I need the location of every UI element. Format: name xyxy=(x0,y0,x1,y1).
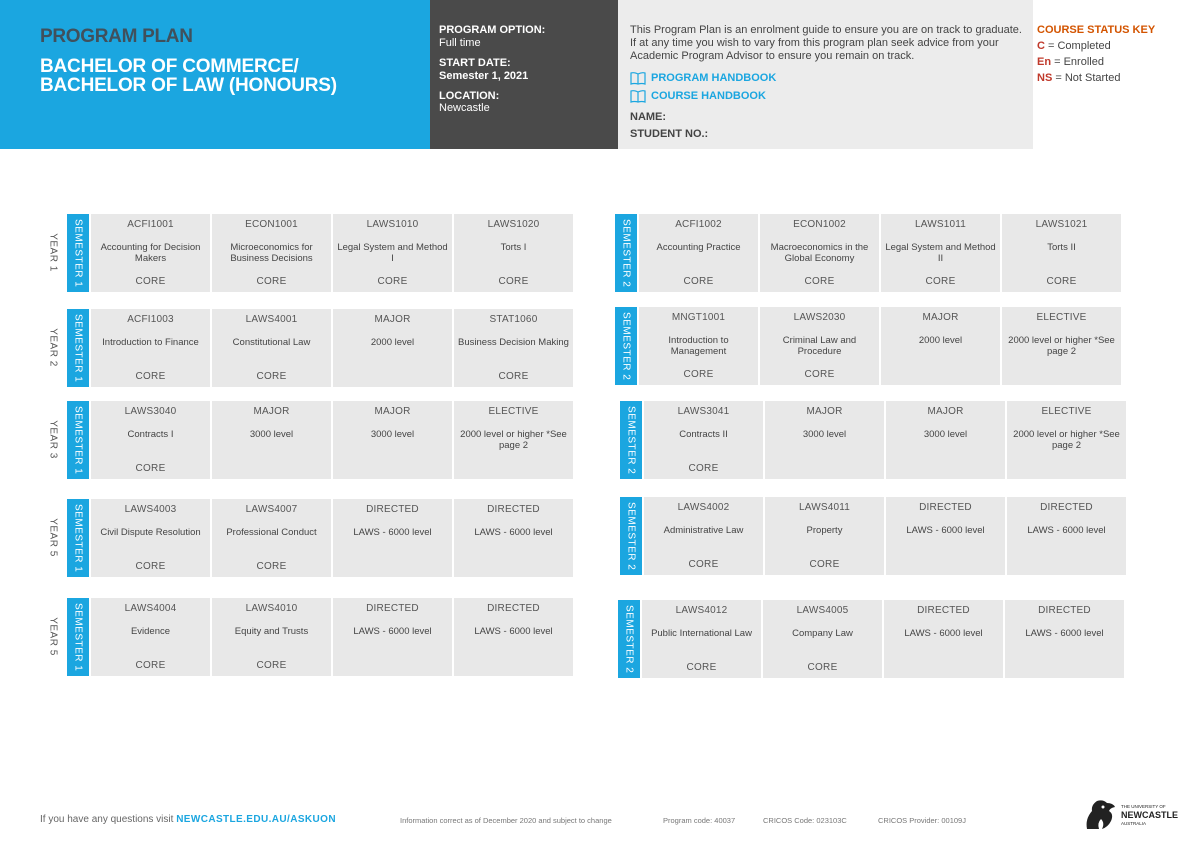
footer-cricos-code: CRICOS Code: 023103C xyxy=(763,816,847,825)
semester-label-text: SEMESTER 2 xyxy=(620,218,632,288)
course-code: LAWS3040 xyxy=(124,406,177,417)
semester-label-text: SEMESTER 1 xyxy=(72,503,84,573)
course-cell-laws4002 xyxy=(644,497,763,575)
semester-label xyxy=(620,497,642,575)
status-key-completed: C = Completed xyxy=(1037,40,1111,52)
course-code: ELECTIVE xyxy=(1036,312,1087,323)
semester-label-text: SEMESTER 2 xyxy=(625,501,637,571)
course-name: Microeconomics for Business Decisions xyxy=(230,242,313,264)
semester-label-text: SEMESTER 2 xyxy=(620,311,632,381)
course-cell-elective xyxy=(1002,307,1121,385)
course-name: Contracts I xyxy=(127,429,174,440)
course-name: Administrative Law xyxy=(663,525,744,536)
svg-text:NEWCASTLE: NEWCASTLE xyxy=(1121,810,1178,820)
semester-block xyxy=(618,600,1124,678)
course-cell-directed xyxy=(884,600,1003,678)
course-code: STAT1060 xyxy=(489,314,538,325)
course-code: LAWS1021 xyxy=(1035,219,1088,230)
course-code: MAJOR xyxy=(374,406,411,417)
course-code: DIRECTED xyxy=(919,502,972,513)
semester-block xyxy=(615,214,1121,292)
status-key-not-started: NS = Not Started xyxy=(1037,72,1121,84)
footer-program-code: Program code: 40037 xyxy=(663,816,736,825)
program-plan-title: PROGRAM PLAN xyxy=(40,26,193,47)
semester-label xyxy=(67,598,89,676)
course-name: Introduction to Management xyxy=(668,335,729,357)
seahorse-logo-icon xyxy=(1083,797,1183,833)
course-type: CORE xyxy=(377,276,408,287)
course-name: Business Decision Making xyxy=(458,337,569,348)
location-value: Newcastle xyxy=(439,102,490,114)
course-name: Civil Dispute Resolution xyxy=(100,527,201,538)
year-label: YEAR 5 xyxy=(47,617,59,656)
course-cell-laws4007 xyxy=(212,499,331,577)
course-name: LAWS - 6000 level xyxy=(353,626,432,637)
semester-block xyxy=(67,499,573,577)
course-cell-acfi1003 xyxy=(91,309,210,387)
course-code: MAJOR xyxy=(806,406,843,417)
course-code: LAWS4004 xyxy=(124,603,177,614)
course-name: Evidence xyxy=(130,626,171,637)
semester-label-text: SEMESTER 1 xyxy=(72,602,84,672)
course-name: Torts II xyxy=(1047,242,1076,253)
course-type: CORE xyxy=(256,276,287,287)
book-icon xyxy=(630,89,646,103)
course-name: LAWS - 6000 level xyxy=(474,626,553,637)
course-status-key xyxy=(1037,22,1155,86)
degree-line-1: BACHELOR OF COMMERCE/ xyxy=(40,56,299,77)
course-type: CORE xyxy=(135,660,166,671)
course-name: 3000 level xyxy=(802,429,847,440)
semester-label xyxy=(615,214,637,292)
course-cell-laws3041 xyxy=(644,401,763,479)
program-details-panel xyxy=(430,0,618,149)
course-cell-laws4011 xyxy=(765,497,884,575)
course-cell-mngt1001 xyxy=(639,307,758,385)
course-name: Macroeconomics in the Global Economy xyxy=(770,242,869,264)
course-code: LAWS4005 xyxy=(796,605,849,616)
course-code: ACFI1002 xyxy=(675,219,722,230)
course-name: 3000 level xyxy=(923,429,968,440)
start-date-value: Semester 1, 2021 xyxy=(439,70,529,82)
course-cell-laws4012 xyxy=(642,600,761,678)
semester-label-text: SEMESTER 1 xyxy=(72,405,84,475)
guide-panel xyxy=(618,0,1033,149)
course-cell-major xyxy=(881,307,1000,385)
semester-label xyxy=(67,214,89,292)
semester-label xyxy=(620,401,642,479)
semester-label-text: SEMESTER 2 xyxy=(625,405,637,475)
course-cell-laws4010 xyxy=(212,598,331,676)
course-handbook-link[interactable] xyxy=(630,89,766,103)
course-name: Contracts II xyxy=(679,429,728,440)
location-label: LOCATION: xyxy=(439,90,500,102)
course-type: CORE xyxy=(498,276,529,287)
course-name: Constitutional Law xyxy=(232,337,311,348)
course-code: DIRECTED xyxy=(366,504,419,515)
course-cell-major xyxy=(333,401,452,479)
course-cell-directed xyxy=(886,497,1005,575)
course-cell-acfi1002 xyxy=(639,214,758,292)
svg-text:AUSTRALIA: AUSTRALIA xyxy=(1121,821,1147,826)
course-code: ACFI1001 xyxy=(127,219,174,230)
course-name: 2000 level xyxy=(918,335,963,346)
course-name: Legal System and Method I xyxy=(337,242,448,264)
course-code: ACFI1003 xyxy=(127,314,174,325)
course-type: CORE xyxy=(807,662,838,673)
semester-block xyxy=(620,401,1126,479)
course-code: DIRECTED xyxy=(917,605,970,616)
course-name: 3000 level xyxy=(249,429,294,440)
course-name: LAWS - 6000 level xyxy=(1025,628,1104,639)
course-cell-laws2030 xyxy=(760,307,879,385)
course-code: LAWS4012 xyxy=(675,605,728,616)
course-name: Company Law xyxy=(792,628,853,639)
course-code: LAWS4010 xyxy=(245,603,298,614)
course-type: CORE xyxy=(809,559,840,570)
year-label: YEAR 5 xyxy=(47,518,59,557)
status-key-title: COURSE STATUS KEY xyxy=(1037,24,1156,36)
program-handbook-label: PROGRAM HANDBOOK xyxy=(651,72,777,84)
course-code: LAWS4002 xyxy=(677,502,730,513)
course-cell-directed xyxy=(1007,497,1126,575)
course-cell-laws1010 xyxy=(333,214,452,292)
course-type: CORE xyxy=(683,276,714,287)
course-code: DIRECTED xyxy=(1038,605,1091,616)
course-name: Torts I xyxy=(500,242,527,253)
course-name: LAWS - 6000 level xyxy=(1027,525,1106,536)
year-label: YEAR 3 xyxy=(47,420,59,459)
course-type: CORE xyxy=(135,463,166,474)
course-code: LAWS3041 xyxy=(677,406,730,417)
askuon-link[interactable]: NEWCASTLE.EDU.AU/ASKUON xyxy=(176,814,336,825)
course-name: Accounting for Decision Makers xyxy=(100,242,201,264)
course-cell-laws1021 xyxy=(1002,214,1121,292)
course-cell-directed xyxy=(454,598,573,676)
year-label: YEAR 1 xyxy=(47,233,59,272)
header-title-panel xyxy=(0,0,430,149)
footer-cricos-provider: CRICOS Provider: 00109J xyxy=(878,816,966,825)
course-type: CORE xyxy=(135,561,166,572)
semester-label xyxy=(67,401,89,479)
course-code: MAJOR xyxy=(922,312,959,323)
course-cell-laws1020 xyxy=(454,214,573,292)
course-name: Professional Conduct xyxy=(226,527,317,538)
course-name: 2000 level xyxy=(370,337,415,348)
course-type: CORE xyxy=(688,559,719,570)
program-option-value: Full time xyxy=(439,37,481,49)
course-code: DIRECTED xyxy=(1040,502,1093,513)
semester-label xyxy=(615,307,637,385)
course-type: CORE xyxy=(925,276,956,287)
semester-label-text: SEMESTER 1 xyxy=(72,218,84,288)
program-option-label: PROGRAM OPTION: xyxy=(439,24,546,36)
course-code: DIRECTED xyxy=(366,603,419,614)
course-type: CORE xyxy=(256,561,287,572)
semester-label-text: SEMESTER 1 xyxy=(72,313,84,383)
course-cell-major xyxy=(886,401,1005,479)
course-name: 2000 level or higher *See page 2 xyxy=(460,429,567,451)
course-cell-directed xyxy=(454,499,573,577)
semester-block xyxy=(620,497,1126,575)
course-type: CORE xyxy=(686,662,717,673)
semester-block xyxy=(67,598,573,676)
course-name: 2000 level or higher *See page 2 xyxy=(1008,335,1115,357)
student-no-label: STUDENT NO.: xyxy=(630,128,709,140)
course-name: Property xyxy=(806,525,843,536)
course-name: 3000 level xyxy=(370,429,415,440)
course-code: MAJOR xyxy=(253,406,290,417)
name-label: NAME: xyxy=(630,111,667,123)
course-code: DIRECTED xyxy=(487,504,540,515)
svg-text:THE UNIVERSITY OF: THE UNIVERSITY OF xyxy=(1121,804,1166,809)
course-name: Accounting Practice xyxy=(656,242,741,253)
course-code: ECON1002 xyxy=(793,219,846,230)
course-code: MAJOR xyxy=(374,314,411,325)
course-code: LAWS1020 xyxy=(487,219,540,230)
course-cell-directed xyxy=(333,499,452,577)
course-type: CORE xyxy=(804,276,835,287)
semester-label-text: SEMESTER 2 xyxy=(623,604,635,674)
course-type: CORE xyxy=(804,369,835,380)
course-name: Equity and Trusts xyxy=(234,626,309,637)
course-cell-major xyxy=(333,309,452,387)
course-cell-laws4004 xyxy=(91,598,210,676)
course-name: Introduction to Finance xyxy=(102,337,199,348)
course-cell-major xyxy=(212,401,331,479)
guide-text: This Program Plan is an enrolment guide to ensure you are on track to graduate. If at any time you wish to vary from this program plan seek advice from your Academic Program Advisor to ensure you remain on track. xyxy=(630,24,1022,62)
semester-block xyxy=(67,309,573,387)
course-cell-directed xyxy=(1005,600,1124,678)
course-cell-laws1011 xyxy=(881,214,1000,292)
semester-label xyxy=(67,309,89,387)
course-name: Legal System and Method II xyxy=(885,242,996,264)
course-code: ELECTIVE xyxy=(1041,406,1092,417)
course-code: ELECTIVE xyxy=(488,406,539,417)
course-cell-laws4005 xyxy=(763,600,882,678)
course-type: CORE xyxy=(135,276,166,287)
course-name: Criminal Law and Procedure xyxy=(782,335,857,357)
course-cell-econ1001 xyxy=(212,214,331,292)
program-handbook-link[interactable] xyxy=(630,71,776,85)
course-cell-directed xyxy=(333,598,452,676)
course-cell-elective xyxy=(1007,401,1126,479)
status-key-enrolled: En = Enrolled xyxy=(1037,56,1104,68)
course-name: LAWS - 6000 level xyxy=(906,525,985,536)
course-code: LAWS2030 xyxy=(793,312,846,323)
course-code: MAJOR xyxy=(927,406,964,417)
course-code: LAWS1010 xyxy=(366,219,419,230)
semester-block xyxy=(67,214,573,292)
course-code: LAWS4001 xyxy=(245,314,298,325)
course-cell-acfi1001 xyxy=(91,214,210,292)
semester-label xyxy=(618,600,640,678)
year-label: YEAR 2 xyxy=(47,328,59,367)
course-name: LAWS - 6000 level xyxy=(904,628,983,639)
footer-info: Information correct as of December 2020 and subject to change xyxy=(400,816,612,825)
course-type: CORE xyxy=(256,660,287,671)
course-type: CORE xyxy=(498,371,529,382)
course-name: LAWS - 6000 level xyxy=(353,527,432,538)
course-cell-laws4003 xyxy=(91,499,210,577)
course-name: LAWS - 6000 level xyxy=(474,527,553,538)
course-code: MNGT1001 xyxy=(671,312,726,323)
course-code: ECON1001 xyxy=(245,219,298,230)
course-code: LAWS4011 xyxy=(798,502,851,513)
university-logo xyxy=(1083,797,1183,833)
course-name: Public International Law xyxy=(651,628,752,639)
course-type: CORE xyxy=(688,463,719,474)
course-cell-laws3040 xyxy=(91,401,210,479)
course-cell-elective xyxy=(454,401,573,479)
course-type: CORE xyxy=(256,371,287,382)
course-code: LAWS4007 xyxy=(245,504,298,515)
semester-block xyxy=(67,401,573,479)
footer-question-text: If you have any questions visit xyxy=(40,814,177,825)
course-cell-major xyxy=(765,401,884,479)
semester-block xyxy=(615,307,1121,385)
book-icon xyxy=(630,71,646,85)
course-type: CORE xyxy=(683,369,714,380)
course-cell-laws4001 xyxy=(212,309,331,387)
course-name: 2000 level or higher *See page 2 xyxy=(1013,429,1120,451)
course-code: LAWS4003 xyxy=(124,504,177,515)
course-type: CORE xyxy=(1046,276,1077,287)
course-handbook-label: COURSE HANDBOOK xyxy=(651,90,766,102)
course-code: LAWS1011 xyxy=(914,219,967,230)
degree-title xyxy=(40,57,337,95)
start-date-label: START DATE: xyxy=(439,57,511,69)
course-code: DIRECTED xyxy=(487,603,540,614)
course-type: CORE xyxy=(135,371,166,382)
degree-line-2: BACHELOR OF LAW (HONOURS) xyxy=(40,75,337,96)
course-cell-econ1002 xyxy=(760,214,879,292)
course-cell-stat1060 xyxy=(454,309,573,387)
footer-question xyxy=(40,814,336,825)
semester-label xyxy=(67,499,89,577)
